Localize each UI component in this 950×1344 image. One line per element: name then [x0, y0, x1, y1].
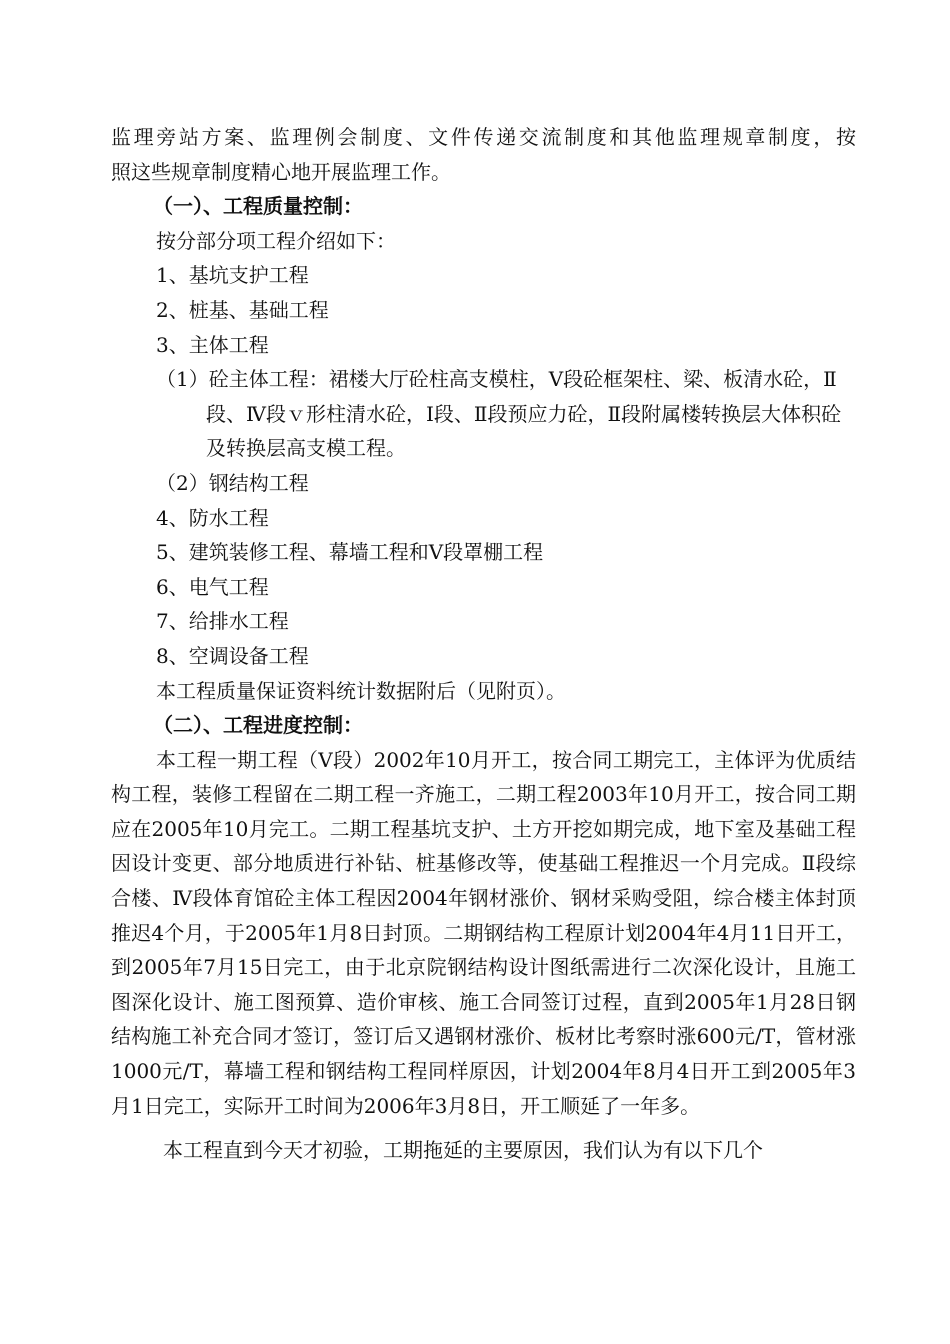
list-item: 7、给排水工程: [156, 609, 289, 634]
progress-closing: 本工程直到今天才初验，工期拖延的主要原因，我们认为有以下几个: [163, 1138, 763, 1163]
list-item: 6、电气工程: [156, 574, 269, 599]
progress-paragraph: 本工程一期工程（Ⅴ段）2002年10月开工，按合同工期完工，主体评为优质结构工程，装修工程留在二期工程一齐施工，二期工程2003年10月开工，按合同工期应在2005年10月完工。二期工程基坑支护、土方开挖如期完成，地下室及基础工程因设计变更、部分地质进行补钻、桩基修改等，使基础工程推迟一个月完成。Ⅱ段综合楼、Ⅳ段体育馆砼主体工程因2004年钢材涨价、钢材采购受阻，综合楼主体封顶推迟4个月，于2005年1月8日封顶。二期钢结构工程原计划2004年4月11日开工，到2005年7月15日完工，由于北京院钢结构设计图纸需进行二次深化设计，且施工图深化设计、施工图预算、造价审核、施工合同签订过程，直到2005年1月28日钢结构施工补充合同才签订，签订后又遇钢材涨价、板材比考察时涨600元/T，管材涨1000元/T，幕墙工程和钢结构工程同样原因，计划2004年8月4日开工到2005年3月1日完工，实际开工时间为2006年3月8日，开工顺延了一年多。: [111, 747, 856, 1118]
list-item: 4、防水工程: [156, 505, 269, 530]
sub-item-concrete: （1）砼主体工程：裙楼大厅砼柱高支模柱，Ⅴ段砼框架柱、梁、板清水砼，Ⅱ段、Ⅳ段ｖ形柱清水砼，Ⅰ段、Ⅱ段预应力砼，Ⅱ段附属楼转换层大体积砼及转换层高支模工程。: [156, 367, 842, 461]
list-item: 8、空调设备工程: [156, 643, 309, 668]
quality-note: 本工程质量保证资料统计数据附后（见附页）。: [156, 678, 566, 703]
list-item: 1、基坑支护工程: [156, 263, 309, 288]
sub-item-steel: （2）钢结构工程: [156, 470, 309, 495]
intro-line-1: 监理旁站方案、监理例会制度、文件传递交流制度和其他监理规章制度，按: [111, 125, 856, 149]
quality-lead: 按分部分项工程介绍如下：: [156, 228, 396, 253]
list-item: 3、主体工程: [156, 332, 269, 357]
intro-line-2: 照这些规章制度精心地开展监理工作。: [111, 159, 451, 184]
progress-heading: （二）、工程进度控制：: [153, 713, 363, 738]
document-body: [111, 120, 856, 1168]
list-item: 2、桩基、基础工程: [156, 297, 329, 322]
list-item: 5、建筑装修工程、幕墙工程和Ⅴ段罩棚工程: [156, 540, 544, 565]
quality-heading: （一）、工程质量控制：: [153, 194, 363, 219]
